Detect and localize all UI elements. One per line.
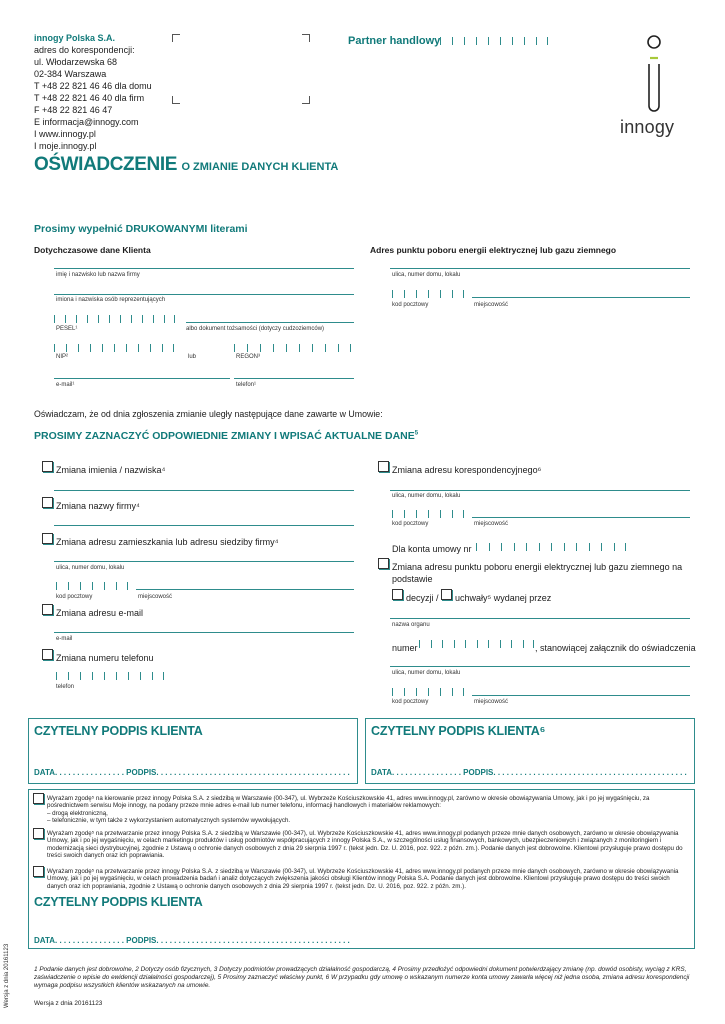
organ-input-line[interactable] [390, 618, 690, 619]
phone-change-label: Zmiana numeru telefonu [56, 653, 154, 663]
new-postal-label: kod pocztowy [56, 594, 93, 600]
new-ppe-postal-field[interactable] [392, 688, 464, 696]
new-ppe-postal-label: kod pocztowy [392, 699, 429, 705]
window-corner [302, 96, 310, 104]
company-line: I www.innogy.pl [34, 129, 96, 139]
ppe-change-label-2: podstawie [392, 574, 433, 584]
new-ppe-street-label: ulica, numer domu, lokalu [392, 670, 461, 676]
new-name-input-line[interactable] [54, 490, 354, 491]
partner-code-field[interactable] [440, 37, 548, 45]
number-label: numer [392, 643, 418, 653]
phone-label: telefon¹ [236, 382, 257, 388]
signature-title-consents: CZYTELNY PODPIS KLIENTA [34, 895, 203, 909]
email-change-label: Zmiana adresu e-mail [56, 608, 144, 618]
signature-line-left: DATA. . . . . . . . . . . . . . . . PODPIS. . . . . . . . . . . . . . . . . . . . . . . . . . . . . . . . . . . . . . . . . . . . [34, 768, 350, 777]
company-block [34, 32, 152, 152]
ppe-change-checkbox[interactable] [378, 558, 389, 569]
phone-change-checkbox[interactable] [42, 649, 53, 660]
window-corner [172, 34, 180, 42]
changes-header [34, 430, 418, 442]
name-field-label: imię i nazwisko lub nazwa firmy [56, 272, 140, 278]
corr-city-input-line[interactable] [472, 517, 690, 518]
pesel-label: PESEL¹ [56, 326, 78, 332]
name-change-checkbox[interactable] [42, 461, 53, 472]
new-email-label: e-mail [56, 636, 73, 642]
consent-research-text: Wyrażam zgodę⁵ na przetwarzanie przez innogy Polska S.A. z siedzibą w Warszawie (00-347), ul. Wybrzeże Kościuszkowskie 41, adres www.innogy.pl podanych przeze mnie danych osobowych, zarówno w okresie obowiązywania Umowy, jak i po jej wygaśnięciu, w celach prowadzenia badań i analiz dotyczących zwiększenia jakości obsługi Klientów innogy Polska S.A. Podanie danych jest dobrowolne. Klientowi przysługuje prawo dostępu do treści swoich danych oraz ich poprawiania, zgodnie z Ustawą o ochronie danych osobowych z dnia 29 sierpnia 1997 r. (tekst jedn. Dz. U. 2016, poz. 922. z późn. zm.). [47, 868, 679, 890]
address-change-checkbox[interactable] [42, 533, 53, 544]
right-section-header: Adres punktu poboru energii elektrycznej lub gazu ziemnego [370, 245, 617, 255]
corr-street-label: ulica, numer domu, lokalu [392, 493, 461, 499]
changes-header-text: PROSIMY ZAZNACZYĆ ODPOWIEDNIE ZMIANY I WPISAĆ AKTUALNE DANE [34, 430, 415, 442]
company-line: T +48 22 821 46 46 dla domu [34, 81, 152, 91]
decision-label: decyzji / [406, 593, 439, 603]
email-label: e-mail¹ [56, 382, 75, 388]
corr-change-label: Zmiana adresu korespondencyjnego⁶ [392, 465, 542, 475]
ppe-postal-label: kod pocztowy [392, 302, 429, 308]
page-title [34, 154, 338, 176]
corr-postal-label: kod pocztowy [392, 521, 429, 527]
regon-field[interactable] [234, 344, 351, 352]
account-number-field[interactable] [476, 543, 626, 551]
new-ppe-street-input-line[interactable] [390, 666, 690, 667]
new-company-input-line[interactable] [54, 525, 354, 526]
consent-marketing-checkbox[interactable] [33, 793, 44, 804]
ppe-change-label: Zmiana adresu punktu poboru energii elektrycznej lub gazu ziemnego na [392, 562, 683, 572]
address-change-label: Zmiana adresu zamieszkania lub adresu siedziby firmy⁴ [56, 537, 279, 547]
id-doc-input-line[interactable] [186, 322, 354, 323]
consent-marketing-option: – telefonicznie, w tym także z wykorzystaniem automatycznych systemów wywołujących. [47, 816, 291, 824]
lub-label: lub [188, 354, 197, 360]
ppe-street-input-line[interactable] [390, 268, 690, 269]
logo-wordmark: innogy [620, 117, 675, 137]
organ-label: nazwa organu [392, 622, 430, 628]
decision-checkbox[interactable] [392, 589, 403, 600]
changes-header-sup: 5 [414, 430, 419, 437]
footnotes: 1 Podanie danych jest dobrowolne, 2 Dotyczy osób fizycznych, 3 Dotyczy podmiotów prowadzących działalność gospodarczą, 4 Prosimy przedłożyć odpowiedni dokument potwierdzający zmianę (np. dowód osobisty, wyciąg z KRS, zaświadczenie o wpisie do ewidencji działalności gospodarczej), 5 Prosimy zaznaczyć właściwy punkt, 6 W przypadku gdy umowę o wskazanym numerze konta umowy zawarła więcej niż jedna osoba, zmiana adresu korespondencji wymaga podpisu wszystkich klientów wskazanych na umowie. [34, 966, 690, 989]
new-email-input-line[interactable] [54, 632, 354, 633]
consent-marketing-line: Wyrażam zgodę⁵ na kierowanie przez innogy Polska S.A. z siedzibą w Warszawie (00-347), ul. Wybrzeże Kościuszkowskie 41, adres www.innogy.pl, zarówno w okresie obowiązywania Umowy, jak i po jej wygaśnięciu, za pośrednictwem serwisu Moje innogy, na podany przeze mnie adres e-mail lub numer telefonu, informacji handlowych i materiałów reklamowych: [47, 795, 650, 810]
consent-partners-text: Wyrażam zgodę⁵ na przetwarzanie przez innogy Polska S.A. z siedzibą w Warszawie (00-347), ul. Wybrzeże Kościuszkowskie 41, adres www.innogy.pl podanych przeze mnie danych osobowych, zarówno w okresie obowiązywania Umowy, jak i po jej wygaśnięciu, w celach marketingu produktów i usług podmiotów współpracujących z innogy Polska S.A., w szczególności usług finansowych, bankowych, ubezpieczeniowych i związanych z monitoringiem i modernizacją sieci dystrybucyjnej, zgodnie z Ustawą o ochronie danych osobowych z dnia 29 sierpnia 1997 r. (tekst jedn. Dz. U. 2016, poz. 922. z późn. zm.). Podanie danych jest dobrowolne. Klientowi przysługuje prawo dostępu do treści swoich danych oraz ich poprawiania. [47, 830, 683, 859]
reps-field-label: imiona i nazwiska osób reprezentujących [56, 297, 166, 303]
document-number-field[interactable] [419, 640, 534, 648]
window-corner [302, 34, 310, 42]
new-street-input-line[interactable] [54, 561, 354, 562]
new-ppe-city-input-line[interactable] [472, 695, 690, 696]
new-phone-label: telefon [56, 684, 75, 690]
declaration-text: Oświadczam, że od dnia zgłoszenia zmianie uległy następujące dane zawarte w Umowie: [34, 409, 383, 419]
number-suffix: , stanowiącej załącznik do oświadczenia [535, 643, 696, 653]
new-city-label: miejscowość [138, 594, 173, 600]
resolution-label: uchwały⁵ wydanej przez [455, 593, 552, 603]
ppe-city-input-line[interactable] [472, 297, 690, 298]
title-main: OŚWIADCZENIE [34, 154, 177, 175]
consent-partners-checkbox[interactable] [33, 828, 44, 839]
corr-city-label: miejscowość [474, 521, 509, 527]
signature-title-right: CZYTELNY PODPIS KLIENTA⁶ [371, 724, 546, 738]
new-postal-field[interactable] [56, 582, 128, 590]
ppe-street-label: ulica, numer domu, lokalu [392, 272, 461, 278]
account-label: Dla konta umowy nr [392, 544, 472, 554]
signature-title-left: CZYTELNY PODPIS KLIENTA [34, 724, 203, 738]
new-city-input-line[interactable] [136, 589, 354, 590]
partner-label: Partner handlowy [348, 35, 441, 47]
consent-marketing-text [47, 795, 689, 824]
instruction-text: Prosimy wypełnić DRUKOWANYMI literami [34, 223, 248, 235]
version-text: Wersja z dnia 20161123 [34, 1000, 103, 1007]
consent-marketing-option: – drogą elektroniczną, [47, 809, 108, 817]
email-change-checkbox[interactable] [42, 604, 53, 615]
corr-street-input-line[interactable] [390, 490, 690, 491]
name-input-line[interactable] [54, 268, 354, 269]
nip-label: NIP² [56, 354, 68, 360]
innogy-logo-mark [640, 34, 670, 116]
title-sub: O ZMIANIE DANYCH KLIENTA [181, 161, 339, 173]
new-ppe-city-label: miejscowość [474, 699, 509, 705]
version-vertical: Wersja z dnia 20161123 [4, 943, 10, 1008]
pesel-field[interactable] [54, 315, 175, 323]
signature-line-right: DATA. . . . . . . . . . . . . . . . PODPIS. . . . . . . . . . . . . . . . . . . . . . . . . . . . . . . . . . . . . . . . . . . . [371, 768, 687, 777]
company-name: innogy Polska S.A. [34, 33, 116, 43]
company-line: T +48 22 821 46 40 dla firm [34, 93, 145, 103]
phone-input-line[interactable] [234, 378, 354, 379]
name-change-label: Zmiana imienia / nazwiska⁴ [56, 465, 166, 475]
company-change-checkbox[interactable] [42, 497, 53, 508]
nip-field[interactable] [54, 344, 174, 352]
company-line: ul. Włodarzewska 68 [34, 57, 118, 67]
email-input-line[interactable] [54, 378, 230, 379]
ppe-postal-field[interactable] [392, 290, 464, 298]
company-line: 02-384 Warszawa [34, 69, 107, 79]
corr-postal-field[interactable] [392, 510, 464, 518]
company-line: I moje.innogy.pl [34, 141, 97, 151]
reps-input-line[interactable] [54, 294, 354, 295]
new-phone-field[interactable] [56, 672, 164, 680]
new-street-label: ulica, numer domu, lokalu [56, 565, 125, 571]
left-section-header: Dotychczasowe dane Klienta [34, 245, 151, 255]
ppe-city-label: miejscowość [474, 302, 509, 308]
corr-change-checkbox[interactable] [378, 461, 389, 472]
regon-label: REGON³ [236, 354, 260, 360]
company-line: adres do korespondencji: [34, 45, 135, 55]
resolution-checkbox[interactable] [441, 589, 452, 600]
company-line: E informacja@innogy.com [34, 117, 139, 127]
signature-line-consents[interactable]: DATA. . . . . . . . . . . . . . . . PODPIS. . . . . . . . . . . . . . . . . . . . . . . . . . . . . . . . . . . . . . . . . . . . [34, 936, 350, 945]
company-change-label: Zmiana nazwy firmy⁴ [56, 501, 140, 511]
id-doc-label: albo dokument tożsamości (dotyczy cudzoziemców) [186, 326, 325, 332]
company-line: F +48 22 821 46 47 [34, 105, 113, 115]
consent-research-checkbox[interactable] [33, 866, 44, 877]
window-corner [172, 96, 180, 104]
